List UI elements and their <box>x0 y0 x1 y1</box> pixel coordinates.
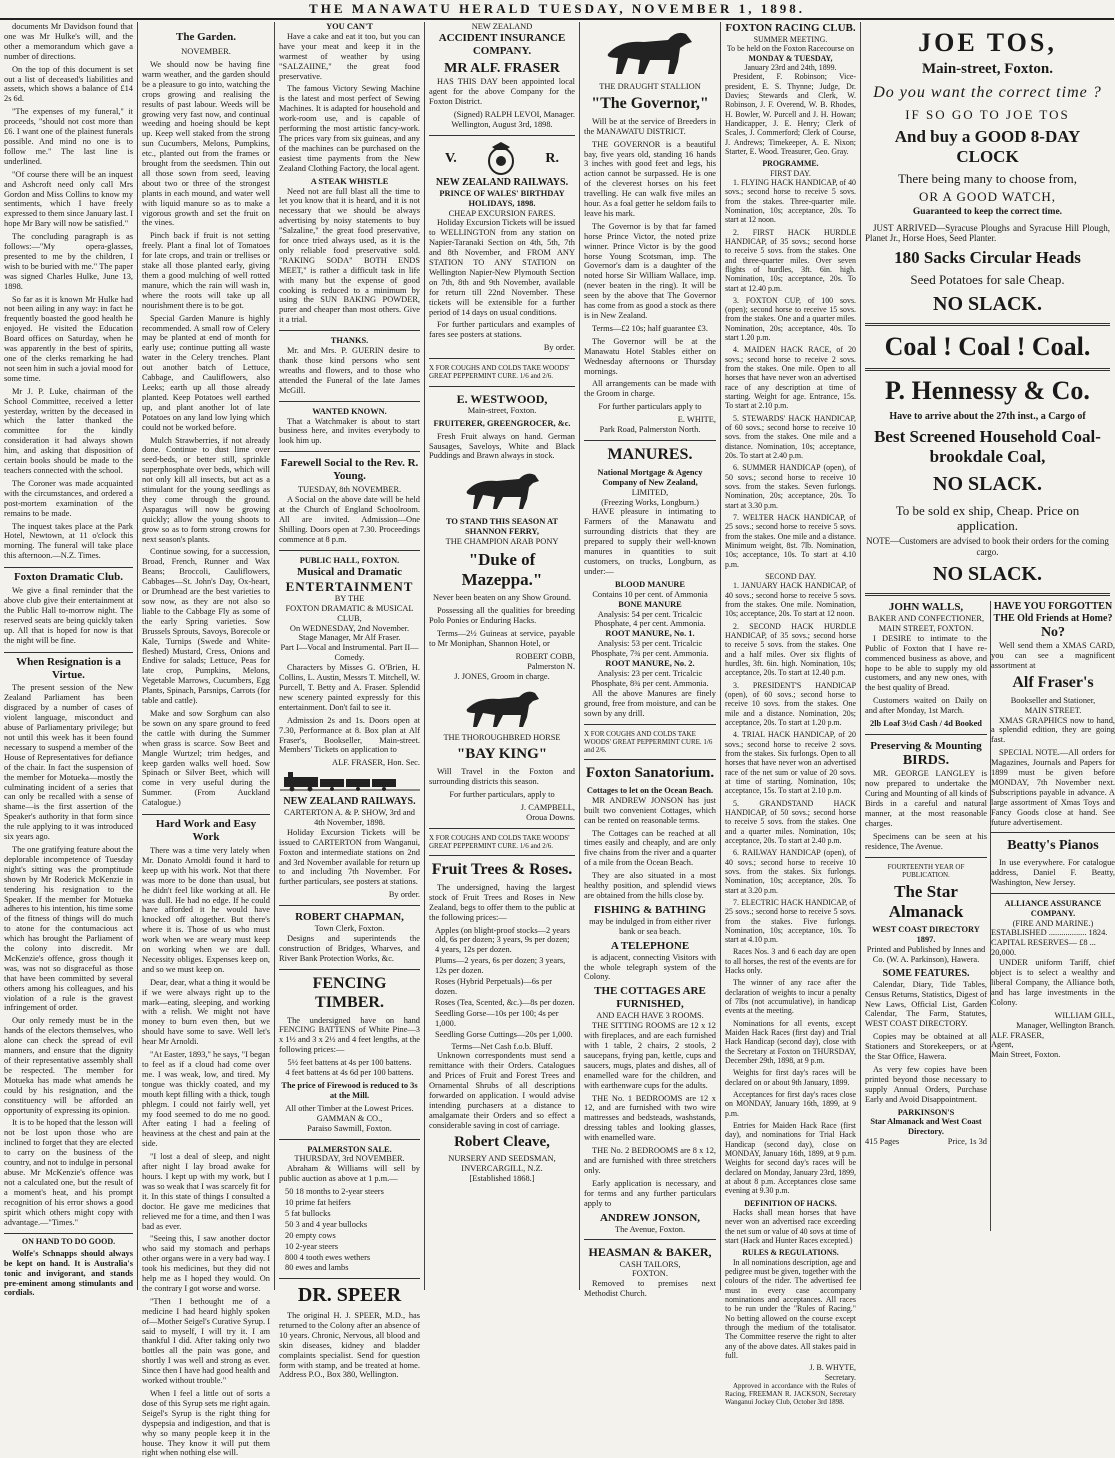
farewell-heading: Farewell Social to the Rev. R. Young. <box>280 457 419 483</box>
list-item: 5 fat bullocks <box>285 1208 331 1218</box>
definition-body: Hacks shall mean horses that have never won an advertised race exceeding the net sum or value of 40 sovs at time of start (Hack and Hunter Races excepted.) <box>725 1208 856 1245</box>
joe-tos-address: Main-street, Foxton. <box>922 60 1053 77</box>
public-hall: PUBLIC HALL, FOXTON. <box>299 555 400 565</box>
root-manure-2: ROOT MANURE, No. 2. <box>605 659 695 669</box>
subcolumn-right <box>991 601 1115 1231</box>
thanks-body: Mr. and Mrs. P. GUERIN desire to thank those kind persons who sent wreaths and flowers, and to those who attended the Funeral of the late James McGill. <box>279 346 420 395</box>
alliance-heading: ALLIANCE ASSURANCE COMPANY. <box>1004 898 1102 918</box>
fruit-heading: Fruit Trees & Roses. <box>431 861 573 879</box>
fraser-notice: SPECIAL NOTE.—All orders for Magazines, Journals and Papers for 1899 must be given before MONDAY, 7th November next. Subscriptions payable in advance. A large assortment of Xmas Toys and Fancy Goods close at hand. See future advertisement. <box>991 748 1115 827</box>
cleave-loc: INVERCARGILL, N.Z. <box>461 1164 543 1174</box>
mazeppa-title: "Duke of Mazeppa." <box>461 550 543 590</box>
chapman-heading: ROBERT CHAPMAN, <box>295 911 404 924</box>
sanatorium-sub: Cottages to let on the Ocean Beach. <box>586 785 714 795</box>
fruit-body-2: Unknown correspondents must send a remittance with their Orders. Catalogues and Prices of Fruit and Forest Trees and Ornamental Shrubs of all descriptions forwarded on application. I would advise intending purchasers at a distance to amalgamate their Orders and so effect a considerable saving in cost of carriage. <box>429 1051 575 1130</box>
joe-tos-guarantee: Guaranteed to keep the correct time. <box>912 207 1063 218</box>
article-paragraph: The concluding paragraph is as follows:—"My opera-glasses, presented to me by the children, I wish to be buried with me." The paper was signed Charles Hulke, June 13, 1898. <box>4 232 133 291</box>
public-by: BY THE <box>334 593 365 603</box>
walls-heading: JOHN WALLS, <box>888 601 964 613</box>
hard-work-paragraph: When I feel a little out of sorts a dose of this Syrup sets me right again. Seigel's Syrup is the right thing for dyspepsia and indigestion, and that is why so many people keep it in the house. They know it will put them right when nothing else will. <box>142 1389 270 1458</box>
you-cant-body: Have a cake and eat it too, but you can have your meat and keep it in the warmest of weather by using "SALZAIINE," the great food preservative. <box>279 31 420 81</box>
gov-desc: THE GOVERNOR is a beautiful bay, five years old, standing 16 hands 3 inches with good feet and legs, his action cannot be surpassed. He is one of the cleverest horses on his feet travelling. He can walk five miles an hour. As a foal getter he seldom fails to leave his mark. <box>584 139 716 218</box>
list-item: Roses (Hybrid Perpetuals)—6s per dozen. <box>435 977 552 996</box>
alliance-sub: (FIRE AND MARINE.) <box>1012 918 1094 928</box>
joe-tos-watch: OR A GOOD WATCH, <box>918 188 1057 204</box>
column-6 <box>720 22 860 1407</box>
star-year: FOURTEENTH YEAR OF PUBLICATION. <box>887 862 965 879</box>
telephone-heading: A TELEPHONE <box>610 939 690 952</box>
blood-manure-analysis: Contains 10 per cent. of Ammonia <box>592 589 708 599</box>
racing-body: Races Nos. 3 and 6 each day are open to all horses, the rest of the events are for Hacks only. <box>725 947 856 976</box>
draught-horse-icon <box>600 26 700 78</box>
jonson-sign: ANDREW JONSON, <box>599 1211 701 1224</box>
manures-co-2: LIMITED, <box>631 487 669 497</box>
farewell-body: A Social on the above date will be held at the Church of England Schoolroom. All are invited. Admission—One Shilling. Doors open at 7.30. Proceedings commence at 8 p.m. <box>279 495 420 544</box>
star-printed: Printed and Published by Innes and Co. (W. A. Parkinson), Hawera. <box>866 945 986 964</box>
racing-body: The winner of any race after the declaration of weights to incur a penalty of 7lbs (not accumulative), in handicap events at the meeting. <box>725 978 856 1016</box>
public-admission: Admission 2s and 1s. Doors open at 7.30, Performance at 8. Box plan at Alf Fraser's, Bookseller, Main-street. Members' Tickets on application to <box>279 715 420 755</box>
race-event: 5. GRANDSTAND HACK HANDICAP, of 50 sovs.; second horse to receive 5 sovs. from the stakes. One and a quarter miles. Nomination, 10s; acceptance, 20s. To start at 2.40 p.m. <box>725 798 856 845</box>
rules-heading: RULES & REGULATIONS. <box>742 1248 839 1258</box>
no-slack: NO SLACK. <box>933 472 1042 495</box>
fishing-bathing-body: may be indulged in from either river bank or sea beach. <box>589 916 711 936</box>
garden-paragraph: Make and sow Sorghum can also be sown on any spare ground to feed the cattle with during the Summer when grass is scarce. Sow Beet and Mangle Wurtzel; trim hedges, and keep garden walks well hoed. Sow Spinach or Silver Beet, which will come in very useful during the Summer. (From Auckland Catalogue.) <box>142 708 270 808</box>
coal-heading: Coal ! Coal ! Coal. <box>884 331 1091 361</box>
accident-l1: NEW ZEALAND <box>471 22 533 31</box>
alliance-agent-3: Main Street, Foxton. <box>991 1050 1061 1060</box>
star-features-body: Calendar, Diary, Tide Tables, Census Returns, Statistics, Digest of New Laws, Official List, Garden Calendar, The Farm, Statutes, WEST COAST DIRECTORY. <box>865 979 987 1029</box>
garden-month: NOVEMBER. <box>181 45 231 56</box>
fraser-body-2: XMAS GRAPHICS now to hand, a splendid edition, they are going fast. <box>991 715 1115 745</box>
fraser-body: Well send them a XMAS CARD, you can see a magnificent assortment at <box>991 641 1115 670</box>
accident-agent: MR ALF. FRASER <box>444 60 560 76</box>
list-item: 10 2-year steers <box>285 1241 339 1251</box>
subcolumn-left <box>865 601 991 1231</box>
sanatorium-body-6: THE No. 2 BEDROOMS are 8 x 12, and are furnished with three stretchers only. <box>584 1146 716 1175</box>
fencing-sign-2: Paraiso Sawmill, Foxton. <box>307 1123 392 1133</box>
dramatic-club-body: We give a final reminder that the above club give their entertainment at the Public Hall to-morrow night. The reserved seats are being quickly taken up. All that is hoped for now is that the night will be fine. <box>4 586 133 645</box>
woods-ad: X FOR COUGHS AND COLDS TAKE WOODS' GREAT PEPPERMINT CURE. 1/6 and 2/6. <box>584 729 713 754</box>
race-event: 5. STEWARDS' HACK HANDICAP, of 60 sovs.; second horse to receive 10 sovs. from the stakes. One mile and a distance. Nomination, 10s; acceptance, 20s. To start at 2.40 p.m. <box>725 413 856 461</box>
horse-icon <box>457 465 547 513</box>
article-paragraph: On the top of this document is set out a list of deceased's liabilities and assets, which shows a balance of £14 2s 6d. <box>4 64 133 104</box>
woods-ad: X FOR COUGHS AND COLDS TAKE WOODS' GREAT PEPPERMINT CURE. 1/6 and 2/6. <box>429 833 570 850</box>
bayking-more: For further particulars, apply to <box>449 789 555 799</box>
alliance-agent: ALF. FRASER, <box>991 1030 1045 1040</box>
definition-heading: DEFINITION OF HACKS. <box>744 1198 837 1208</box>
alliance-agent-2: Agent, <box>991 1040 1014 1050</box>
bone-manure-analysis: Analysis: 54 per cent. Tricalcic Phosphate, 4 per cent. Ammonia. <box>594 609 706 629</box>
alliance-est: ESTABLISHED .................. 1824. <box>991 928 1108 938</box>
nzrail-more: For further particulars and examples of fares see posters at stations. <box>429 320 575 340</box>
gov-desc-2: The Governor is by that far famed horse Prince Victor, the noted prize winner. Prince Victor is by the good horse Young Scotsman, imp. The Governor's dam is a daughter of the noted horse Sir William Wallace, imp. (never beaten in the ring). It will be seen by the above that The Governor has come from as good a stock as there is in New Zealand. <box>584 221 716 320</box>
westwood-trade: FRUITERER, GREENGROCER, &c. <box>433 418 571 428</box>
langley-birds: BIRDS. <box>902 752 950 768</box>
walls-loaf: 2lb Loaf 3½d Cash / 4d Booked <box>870 719 982 729</box>
race-event: 4. MAIDEN HACK RACE, of 20 sovs.; second horse to receive 2 sovs. from the stakes. One mile. Open to all horses that have never won an advertised race of any description at time of starting. Weight for age. Entrance, 15s. To start at 2.10 p.m. <box>725 345 856 411</box>
garden-paragraph: Pinch back if fruit is not setting freely. Plant a final lot of Tomatoes for late crops, and train or trellises or stake all those planted early, giving them a good mulching of well rotted manure, which the rain will wash in, where the roots will take up all nourishment there is to be got. <box>142 231 270 310</box>
alliance-sign: WILLIAM GILL, <box>1054 1010 1115 1020</box>
root-manure-1-analysis: Analysis: 53 per cent. Tricalcic Phosphate, 7¾ per cent. Ammonia. <box>591 639 709 659</box>
langley-heading: Preserving & Mounting <box>870 739 982 752</box>
mazeppa-body: Never been beaten on any Show Ground. <box>433 593 571 603</box>
musical-dramatic: Musical and Dramatic <box>296 565 403 578</box>
palmerston-heading: PALMERSTON SALE. <box>307 1144 392 1154</box>
horse-icon <box>457 685 547 729</box>
cleave-sub: NURSERY AND SEEDSMAN, <box>448 1154 556 1164</box>
gov-sign: E. WHITE, <box>677 415 716 425</box>
walls-body: I DESIRE to intimate to the Public of Foxton that I have re-commenced business as above, and hope to be able to supply my old customers, and any new ones, with the best quality of Bread. <box>865 633 987 693</box>
beatty-body: In use everywhere. For catalogue address, Daniel F. Beatty, Washington, New Jersey. <box>991 858 1115 887</box>
race-event: 1. FLYING HACK HANDICAP, of 40 sovs.; second horse to receive 5 sovs. from the stakes. Three-quarter mile. Nomination, 10s; acceptance, 20s. To start at 12 noon. <box>725 177 856 225</box>
resignation-paragraph: The one gratifying feature about the deplorable incompetence of Tuesday night's sitting was the promptitude shown by Mr Roderick McKenzie in tendering his resignation to the Speaker. If the member for Motueka adheres to his intention, his time some of the fitness of things will do much to atone for the contumacious act which has brought the Parliament of the colony into discredit. Mr McKenzie's offence, gross though it was, was not so disgraceful as those that have been committed by several others among his colleagues, and his violation of a rule is the gravest infringement of order. <box>4 844 133 1013</box>
gov-body-2: The Governor will be at the Manawatu Hotel Stables either on Wednesday afternoons or Thursday mornings. <box>584 336 716 376</box>
racing-approved: Approved in accordance with the Rules of Racing, FREEMAN R. JACKSON, Secretary Wanganui Jockey Club, October 3rd 1898. <box>725 1381 856 1407</box>
list-item: Seedling Gorse—10s per 100; 4s per 1,000. <box>435 1008 559 1028</box>
bayking-title: "BAY KING" <box>456 746 548 763</box>
mazeppa-groom: J. JONES, Groom in charge. <box>454 671 550 681</box>
racing-sign-2: Secretary. <box>824 1372 856 1382</box>
chapman-sub: Town Clerk, Foxton. <box>314 924 385 934</box>
list-item: Roses (Tea, Scented, &c.)—8s per dozen. <box>435 997 575 1007</box>
star-title: The Star Almanack <box>888 882 964 922</box>
race-event: 1. JANUARY HACK HANDICAP, of 40 sovs.; second horse to receive 5 sovs. from the stakes. One mile. Nomination, 10s; acceptance, 20s. To start at 12 noon. <box>725 581 856 619</box>
royal-crest-icon <box>480 141 522 177</box>
langley-body-2: Specimens can be seen at his residence, The Avenue. <box>865 831 987 851</box>
bayking-sign: J. CAMPBELL, <box>520 802 575 812</box>
wanted-heading: WANTED KNOWN. <box>312 406 387 416</box>
westwood-heading: E. WESTWOOD, <box>456 391 548 406</box>
gov-title: "The Governor," <box>591 94 709 112</box>
resignation-heading: When Resignation is a Virtue. <box>4 652 133 682</box>
list-item: 50 18 months to 2-year steers <box>285 1187 384 1197</box>
racing-sub: SUMMER MEETING. <box>753 34 828 44</box>
you-cant-body: The famous Victory Sewing Machine is the latest and most perfect of Sewing Machines. It is adapted for household and work-room use, and is capable of performing the most artistic fancy-work. The prices vary from six guineas, and any of the machines can be purchased on the easiest time payments from the New Zealand Clothing Factory, the local agent. <box>279 84 420 173</box>
article-paragraph: "Of course there will be an inquest and Ashcroft need only call Mrs Gordon and Miss Collins to know my sentiments, which I have freely expressed to them since January last. I hope Mr Bary will now be satisfied." <box>4 169 133 229</box>
woods-ad: X FOR COUGHS AND COLDS TAKE WOODS' GREAT PEPPERMINT CURE. 1/6 and 2/6. <box>429 364 570 381</box>
list-item: 800 4 tooth ewes wethers <box>285 1252 371 1262</box>
public-body: Characters by Misses G. O'Brien, H. Collins, L. Austin, Messrs T. Mitchell, W. Purcell, T. Betty and A. Fraser. Splendid new scenery painted expressly for this entertainment. Don't fail to see it. <box>279 663 420 712</box>
mazeppa-body-2: Possessing all the qualities for breeding Polo Ponies or Enduring Hacks. <box>429 606 575 625</box>
mazeppa-intro: TO STAND THIS SEASON AT SHANNON FERRY, <box>445 517 559 537</box>
star-footer <box>865 1137 987 1147</box>
hard-work-paragraph: There was a time very lately when Mr. Donato Arnoldi found it hard to keep up with his work. Not that there was more to be done than usual, but he didn't feel like working at all. He was dull. He had no edge. If he could have afforded it he would have knocked off altogether. But there's where it is. Those of us who must work when we are weary must keep on working when we are dull. Necessity obliges. Expenses keep on, and so we must keep on. <box>142 845 270 974</box>
chapman-body: Designs and superintends the construction of Bridges, Wharves, and River Bank Protection Works, &c. <box>279 934 420 963</box>
star-sub: WEST COAST DIRECTORY 1897. <box>872 925 980 945</box>
list-item: 80 ewes and lambs <box>285 1263 349 1273</box>
manures-co: National Mortgage & Agency Company of New Zealand, <box>597 467 703 487</box>
sanatorium-body: MR ANDREW JONSON has just built two convenient Cottages, which can be rented on reasonable terms. <box>584 795 716 825</box>
race-event: 4. TRIAL HACK HANDICAP, of 20 sovs.; second horse to receive 2 sovs. from the stakes. Six furlongs. Open to all horses that have never won an advertised race of the net sum or value of 20 sovs. at time of starting. Nomination, 10s; acceptance, 15s. To start at 2.10 p.m. <box>725 730 856 796</box>
racing-body: Acceptances for first day's races close on MONDAY, January 16th, 1899, at 9 p.m. <box>725 1090 856 1118</box>
public-parts: Part I—Vocal and Instrumental. Part II—Comedy. <box>280 643 419 663</box>
hard-work-paragraph: "At Easter, 1893," he says, "I began to feel as if a cloud had come over me. I was weak, low, and tired. My tongue was thickly coated, and my mouth kept filling with a thick, tough phlegm. I could not fairly well, yet my food seemed to do me no good. After eating I had a feeling of heaviness at the chest and pain at the side. <box>142 1050 270 1149</box>
rules-body: In all nominations description, age and pedigree must be given, together with the colours of the rider. The advertised fee must in every case accompany nominations and acceptances. All races to be run under the "Rules of Racing." No betting allowed on the course except through the medium of the totalisator. The Committee reserve the right to alter any of the above dates. All stakes paid in full. <box>725 1257 856 1360</box>
resignation-paragraph: Our only remedy must be in the hands of the electors themselves, who alone can check the spread of evil manners, and ensure that the dignity of their representative assembly shall be respected. The member for Motueka has made what amends he could by his resignation, and the constituency will be afforded an opportunity of expressing its opinion. <box>4 1016 133 1115</box>
jonson-sign-2: The Avenue, Foxton. <box>614 1224 686 1234</box>
star-parkinson-2: Star Almanack and West Coast Directory. <box>870 1117 982 1137</box>
article-paragraph: documents Mr Davidson found that one was Mr Hulke's will, and the other a memorandum which gave a number of directions. <box>4 22 133 61</box>
dramatic-club-heading: Foxton Dramatic Club. <box>4 567 133 584</box>
joe-tos-seed: Seed Potatoes for sale Cheap. <box>910 271 1065 287</box>
column-5 <box>579 22 720 1299</box>
masthead: THE MANAWATU HERALD TUESDAY, NOVEMBER 1, 1898. <box>0 0 1114 20</box>
race-event: 7. WELTER HACK HANDICAP, of 25 sovs.; second horse to receive 5 sovs. from the stakes. One mile and a distance. Minimum weight, 8st. 7lb. Nomination, 10s; acceptance, 10s. To start at 4.10 p.m. <box>725 513 856 569</box>
coal-best: Best Screened Household Coal-brookdale Coal, <box>874 426 1101 466</box>
accident-l2: ACCIDENT INSURANCE COMPANY. <box>438 31 566 57</box>
heasman-heading: HEASMAN & BAKER, <box>588 1245 712 1260</box>
racing-officials: President, F. Robinson; Vice-president, E. S. Thynne; Judge, Dr. Davies; Stewards and Clerk, W. Robinson, J. F. Overend, W. B. Rhodes, H. Bowler, W. Purcell and J. H. Howan; Handicapper, J. E. Henry; Clerk of Scales, J. Commerford; Clerk of Course, J. Andrews; Timekeeper, A. E. Nixon; Starter, E. Wood. Treasurer, Geo. Gray. <box>725 72 856 156</box>
you-cant-heading: YOU CAN'T <box>326 22 373 31</box>
walls-body-2: Customers waited on Daily on and after Monday, 1st March. <box>865 696 987 716</box>
article-paragraph: So far as it is known Mr Hulke had not been ailing in any way: in fact he frequently boasted the good health he enjoyed. He visited the Education Board offices on Saturday, when he was apparently in the best of spirits, one of the clerks remarking he had not seen him in such a jovial mood for some time. <box>4 294 133 383</box>
joe-tos-sacks: 180 Sacks Circular Heads <box>894 247 1081 267</box>
joe-tos-choose: There being many to choose from, <box>897 170 1078 186</box>
sanatorium-body-3: They are also situated in a most healthy position, and splendid views are obtained from the hills close by. <box>584 871 716 900</box>
alliance-cap: CAPITAL RESERVES— £8 ... 20,000. <box>991 938 1096 958</box>
palmerston-date: THURSDAY, 3rd NOVEMBER. <box>294 1154 405 1164</box>
race-event: 7. ELECTRIC HACK HANDICAP, of 25 sovs.; second horse to receive 5 sovs. from the stakes. Five furlongs. Nomination, 10s; acceptance, 10s. To start at 4.10 p.m. <box>725 897 856 945</box>
hard-work-paragraph: "Seeing this, I saw another doctor who said my stomach and perhaps other organs were in a very bad way. I took his medicines, but they did not help me as I hoped they would. On the contrary I got worse and worse. <box>142 1234 270 1293</box>
resignation-paragraph: The present session of the New Zealand Parliament has been disgraced by a number of cases of violent language, misconduct and abuse of Parliamentary privilege; but not until this week has it been found necessary to suspend a member of the House of Representatives for defiance of the chair. In fact the suspension of the member for Motueka—mostly the culminating incident of a series that can only be recalled with a sense of shame—is the first assertion of the Speaker's authority in that form since the rule applying to it was introduced six years ago. <box>4 683 133 842</box>
racing-body: Entries for Maiden Hack Race (first day), and nominations for Trial Hack Handicap (second day), close on MONDAY, January 16th, 1899, at 9 p.m. Weights for second day's races will be declared on Monday, January 23rd, 1899, at about 8 p.m. Acceptances close same evening at 9.30 p.m. <box>725 1121 856 1196</box>
rail-order: By order. <box>388 890 420 900</box>
gov-more: For further particulars apply to <box>598 402 702 412</box>
root-manure-2-analysis: Analysis: 23 per cent. Tricalcic Phosphate, 8¾ per cent. Ammonia. <box>591 668 709 688</box>
garden-paragraph: Special Garden Manure is highly recommended. A small row of Celery may be planted at end of month for early use; continue putting all waste water in the Celery trenches. Plant out another batch of Lettuce, Cabbage, and Cauliflowers, also Leeks; earth up all those already planted. Keep Potatoes well earthed up, and plant another lot of late Potatoes on any land low lying which could not be worked before. <box>142 313 270 432</box>
joe-tos-clock: And buy a GOOD 8-DAY CLOCK <box>894 126 1081 166</box>
entertainment-title: ENTERTAINMENT <box>285 578 414 594</box>
fruit-body: The undersigned, having the largest stock of Fruit Trees and Roses in New Zealand, begs to offer them to the public at the following prices:— <box>429 882 575 922</box>
sanatorium-heading: Foxton Sanatorium. <box>585 765 715 782</box>
accident-sign: (Signed) RALPH LEVOI, Manager. <box>453 110 575 120</box>
star-body-2: As very few copies have been printed beyond those necessary to supply Annual Orders, Purchase Early and Avoid Disappointment. <box>865 1064 987 1104</box>
coal-sold: To be sold ex ship, Cheap. Price on application. <box>895 502 1080 533</box>
race-event: 2. SECOND HACK HURDLE HANDICAP, of 35 sovs.; second horse to receive 5 sovs. from the stakes. One and a half miles. Over six flights of hurdles, 3ft. 6in. high. Nomination, 10s; acceptance, 20s. To start at 12.40 p.m. <box>725 621 856 678</box>
sanatorium-body-4: THE SITTING ROOMS are 12 x 12 with fireplaces, and are each furnished with 1 table, 2 chairs, 2 stools, 2 saucepans, frying pan, kettle, cups and saucers, mugs, plates and dishes, all of enamelled ware for the children, and with earthenware cups for the adults. <box>584 1021 716 1090</box>
hard-work-heading: Hard Work and Easy Work <box>142 814 270 844</box>
firewood: The price of Firewood is reduced to 3s at the Mill. <box>281 1080 418 1100</box>
public-sign: ALF. FRASER, Hon. Sec. <box>332 758 420 768</box>
sanatorium-body-5: THE No. 1 BEDROOMS are 12 x 12, and are furnished with two wire mattresses and bedsteads, washstands, dressing tables and looking glasses, with enamelled ware. <box>584 1093 716 1143</box>
racing-body: Weights for first day's races will be declared on or about 9th January, 1899. <box>725 1068 856 1087</box>
fruit-list <box>429 926 575 1040</box>
coal-arrive: Have to arrive about the 27th inst., a Cargo of <box>889 411 1086 423</box>
subcolumns <box>865 601 1115 1231</box>
accident-body: HAS THIS DAY been appointed local agent for the above Company for the Foxton District. <box>429 77 575 107</box>
column-7 <box>860 22 1114 1290</box>
steak-whistle-heading: A STEAK WHISTLE <box>310 176 389 186</box>
train-icon <box>280 771 420 793</box>
list-item: Apples (on blight-proof stocks—2 years old, 6s per dozen; 3 years, 9s per dozen; 4 years, 12s per dozen. <box>435 925 570 955</box>
steak-whistle-body: Need not are full blast all the time to let you know that it is heard, and it is not necessary that we should be always advertising by noisy statements to buy "Salzaline," the great food preservative, for once tried always used, as it is the only reliable food preservative sold. "RAKING SODA" BOTH ENDS MEET," is rather a difficult task in life with many but the expense of good cooking is reduced to a minimum by using the SUN BAKING POWDER, purer and cheaper than most others. Give it a trial. <box>279 186 420 325</box>
joe-tos-go: IF SO GO TO JOE TOS <box>905 107 1070 123</box>
list-item: 50 3 and 4 year bullocks <box>285 1219 368 1229</box>
speer-body: The original H. J. SPEER, M.D., has returned to the Colony after an absence of 10 years. Chronic, Nervous, all blood and skin diseases, kidney and bladder complaints specialist. Send for question form with stamp, and be treated at home. Address P.O., Box 380, Wellington. <box>279 1310 420 1380</box>
public-club: FOXTON DRAMATIC & MUSICAL CLUB, <box>285 603 414 623</box>
gov-terms: Terms—£2 10s; half guarantee £3. <box>592 323 708 333</box>
rail-sub: CARTERTON A. & P. SHOW, 3rd and 4th November, 1898. <box>284 808 415 827</box>
walls-sub: BAKER AND CONFECTIONER, <box>867 613 985 623</box>
race-event: 6. SUMMER HANDICAP (open), of 50 sovs.; second horse to receive 10 sovs. from the stakes. Seven furlongs. Nomination, 20s; acceptance, 20s. To start at 3.30 p.m. <box>725 463 856 510</box>
sanatorium-body-2: The Cottages can be reached at all times easily and cheaply, and are only five chains from the river and a quarter of a mile from the Ocean Beach. <box>584 828 716 868</box>
farewell-date: TUESDAY, 8th NOVEMBER. <box>297 485 402 495</box>
fencing-heading: FENCING TIMBER. <box>312 974 387 1011</box>
gov-body: Will be at the service of Breeders in the MANAWATU DISTRICT. <box>584 116 716 136</box>
garden-paragraph: Continue sowing, for a succession, Broad, French, Runner and Wax Beans; Broccoli, Cauliflowers, Cabbages—St. John's Day, Ox-heart, or Drumhead are the best varieties to sow now, as they are not also so liable to the Cabbage Fly as some of the early Spring varieties. Sow Brussels Sprouts, Savoys, Borecole or Kale, Turnips (Swede and White-fleshed) Mustard, Cress, Onions and Endive for salads; Lettuce, Peas for late crop, Pumpkins, Melons, Vegetable Marrows, Cucumbers, Egg Plants, Spinach, Parsnips, Carrots (for table and cattle). <box>142 547 270 706</box>
schnapps-ad: Wolfe's Schnapps should always be kept on hand. It is Australia's tonic and invigorant, and stands pre-eminent among stimulants and cordials. <box>4 1248 133 1298</box>
programme-heading: PROGRAMME. <box>762 159 819 169</box>
alliance-body: UNDER uniform Tariff, chief object is to select a wealthy and liberal Company, the Alliance both, and has large investments in the Colony. <box>991 958 1115 1007</box>
gov-intro: THE DRAUGHT STALLION <box>599 82 701 91</box>
article-paragraph: Mr J. P. Luke, chairman of the School Committee, received a letter yesterday, written by the deceased in which the latter thanked the committee for the kindly consideration it had always shown him, and asking that disposition of certain books should be made to the teachers connected with the school. <box>4 386 133 475</box>
column-4 <box>424 22 579 1290</box>
column-1 <box>0 22 137 1298</box>
race-event: 2. FIRST HACK HURDLE HANDICAP, of 35 sovs.; second horse to receive 5 sovs. from the stakes. One and three-quarter miles. Over seven flights of hurdles, 3ft. 6in. high. Nomination, 10s; acceptance, 20s. To start at 12.40 p.m. <box>725 227 856 293</box>
fruit-terms: Terms—Net Cash f.o.b. Bluff. <box>451 1041 553 1051</box>
racing-intro: To be held on the Foxton Racecourse on <box>726 44 855 54</box>
fraser-loc: MAIN STREET. <box>1024 705 1082 715</box>
public-date: On WEDNESDAY, 2nd November. <box>289 623 410 633</box>
fraser-sub: Bookseller and Stationer, <box>1010 695 1096 705</box>
hard-work-paragraph: Dear, dear, what a thing it would be if we were always right up to the mark—eating, sleeping, and working with a relish. We might not have money to burn even then, but we should have some to save. Well let's hear Mr Arnoldi. <box>142 977 270 1047</box>
racing-days: MONDAY & TUESDAY, <box>748 53 833 63</box>
rail-heading: NEW ZEALAND RAILWAYS. <box>283 796 416 808</box>
resignation-paragraph: It is to be hoped that the lesson will not be lost upon those who are inclined to forget that they are elected to carry on the business of the country, and not to indulge in personal abuse. Mr McKenzie's offence was not a calculated one, but the result of a moment's heat, and his prompt recognition of his error shows a good spirit which others might copy with advantage.—"Times." <box>4 1118 134 1227</box>
article-paragraph: "The expenses of my funeral," it proceeds, "should not cost more than £6. I want one of the plainest funerals possible. And mind no one is to follow me." The last line is underlined. <box>4 107 133 166</box>
fencing-price-1: 5½ feet battens at 4s per 100 battens. <box>287 1058 412 1068</box>
manures-heading: MANURES. <box>607 445 693 463</box>
mazeppa-terms: Terms—2½ Guineas at service, payable to Mr Moniphan, Shannon Hotel, or <box>429 628 575 648</box>
wanted-body: That a Watchmaker is about to start business here, and invites everybody to look him up. <box>279 416 420 446</box>
racing-heading: FOXTON RACING CLUB. <box>725 22 856 34</box>
joe-tos-title: JOE TOS, <box>918 28 1057 57</box>
fencing-body: The undersigned have on hand FENCING BATTENS of White Pine—3 x 1½ and 3 x 2½ and 4 feet lengths, at the following prices:— <box>279 1015 420 1055</box>
star-features: SOME FEATURES. <box>882 967 970 979</box>
palmerston-list <box>279 1187 420 1273</box>
column-3 <box>274 22 424 1380</box>
star-price: Price, 1s 3d <box>947 1137 987 1147</box>
root-manure-1: ROOT MANURE, No. 1. <box>605 629 695 639</box>
walls-loc: MAIN STREET, FOXTON. <box>878 623 974 633</box>
nzrail-order: By order. <box>543 343 575 353</box>
racing-date: January 23rd and 24th, 1899. <box>744 62 837 72</box>
rail-body: Holiday Excursion Tickets will be issued to CARTERTON from Wanganui, Foxton and intermediate stations on 2nd and 3rd November available for return up to and including 7th November. For further particulars, see posters at stations. <box>279 827 420 887</box>
cottages-furnished: THE COTTAGES ARE FURNISHED, <box>594 985 706 1011</box>
alliance-sign-2: Manager, Wellington Branch. <box>1016 1020 1115 1030</box>
no-slack: NO SLACK. <box>933 293 1042 316</box>
bayking-sign-2: Oroua Downs. <box>526 812 575 822</box>
vr-crest: V. R. <box>429 141 575 177</box>
heasman-body: Removed to premises next Methodist Church. <box>584 1279 716 1299</box>
public-manager: Stage Manager, Mr Alf Fraser. <box>298 633 401 643</box>
nzrail-sub-2: CHEAP EXCURSION FARES. <box>448 208 556 218</box>
joe-tos-question: Do you want the correct time ? <box>873 84 1102 102</box>
fencing-price-2: 4 feet battens at 4s 6d per 100 battens. <box>285 1068 414 1078</box>
hard-work-paragraph: "I lost a deal of sleep, and night after night I lay broad awake for hours. I kept up with my work, but I was so weak that I was scarcely fit for it. In this state of things I consulted a doctor. He gave me medicines that relieved me for a time, and then I was bad as ever. <box>142 1152 270 1231</box>
nzrail-sub: PRINCE OF WALES' BIRTHDAY HOLIDAYS, 1898. <box>439 188 565 208</box>
manures-body-2: All the above Manures are finely ground, free from moisture, and can be sown by any drill. <box>584 688 716 718</box>
mazeppa-intro-2: THE CHAMPION ARAB PONY <box>445 537 559 547</box>
bone-manure: BONE MANURE <box>618 599 682 609</box>
list-item: Seedling Gorse Cuttings—20s per 1,000. <box>435 1029 573 1039</box>
fencing-other: All other Timber at the Lowest Prices. <box>285 1103 414 1113</box>
fraser-title: Alf Fraser's <box>1012 673 1094 691</box>
bayking-intro: THE THOROUGHBRED HORSE <box>443 733 561 743</box>
beatty-title: Beatty's Pianos <box>1007 838 1099 854</box>
hennessy-heading: P. Hennessy & Co. <box>885 376 1090 406</box>
thanks-heading: THANKS. <box>330 336 369 346</box>
list-item: 10 prime fat heifers <box>285 1198 351 1208</box>
garden-paragraph: Mulch Strawberries, if not already done. Continue to dust lime over seed-beds, or better still, sprinkle superphosphate over beds, which will not only kill all insects, but act as a stimulant for the young seedlings as they come through the ground. Asparagus will now be growing quickly; allow the young shoots to grow so as to form strong crowns for next season's plants. <box>142 435 270 544</box>
blood-manure: BLOOD MANURE <box>614 579 686 589</box>
accident-date: Wellington, August 3rd, 1898. <box>451 119 553 129</box>
on-hand-heading: ON HAND TO DO GOOD. <box>4 1233 133 1246</box>
mazeppa-sign: ROBERT COBB, <box>515 651 575 661</box>
heasman-sub: CASH TAILORS, <box>619 1259 681 1269</box>
fraser-no: No? <box>1040 624 1066 640</box>
race-event: 6. RAILWAY HANDICAP (open), of 40 sovs.; second horse to receive 10 sovs. from the stakes. Six furlongs. Nomination, 10s; acceptance, 20s. To start at 3.20 p.m. <box>725 848 856 895</box>
second-day-heading: SECOND DAY. <box>765 572 816 582</box>
cleave-title: Robert Cleave, <box>454 1133 550 1150</box>
cottages-rooms: AND EACH HAVE 3 ROOMS. <box>596 1011 704 1021</box>
race-event: 3. PRESIDENT'S HANDICAP (open), of 60 sovs.; second horse to receive 10 sovs. from the stakes. One mile and a distance. Nomination, 20s; acceptance, 20s. To start at 1.20 p.m. <box>725 680 856 727</box>
list-item: Plums—2 years, 6s per dozen; 3 years, 12s per dozen. <box>435 956 566 976</box>
manures-body: HAVE pleasure in intimating to Farmers of the Manawatu and surrounding districts that they are prepared to supply their well-known manures in quantities to suit customers, on trucks, Longburn, as under:— <box>584 507 716 576</box>
article-paragraph: The Coroner was made acquainted with the circumstances, and ordered a post-mortem examination of the remains to be made. <box>4 478 133 518</box>
gov-body-3: All arrangements can be made with the Groom in charge. <box>584 379 716 399</box>
race-event: 3. FOXTON CUP, of 100 sovs. (open); second horse to receive 15 sovs. from the stakes. One and a quarter miles. Nomination, 20s; acceptance, 40s. To start 1.20 p.m. <box>725 295 856 343</box>
racing-sign: J. B. WHYTE, <box>809 1363 856 1373</box>
sanatorium-body-7: Early application is necessary, and for terms and any further particulars apply to <box>584 1178 716 1208</box>
no-slack: NO SLACK. <box>933 563 1042 586</box>
heasman-loc: FOXTON. <box>632 1269 668 1279</box>
mazeppa-sign-2: Palmerston N. <box>527 661 575 671</box>
telephone-body: is adjacent, connecting Visitors with the whole telegraph system of the Colony. <box>584 952 716 982</box>
bayking-body: Will Travel in the Foxton and surrounding districts this season. <box>429 767 575 786</box>
coal-note: NOTE—Customers are advised to book their orders for the coming cargo. <box>866 536 1109 557</box>
star-parkinson: PARKINSON'S <box>897 1107 955 1117</box>
article-paragraph: The inquest takes place at the Park Hotel, Newtown, at 11 o'clock this morning. The funeral will take place this afternoon.—N.Z. Times. <box>4 521 133 561</box>
palmerston-body: Abraham & Williams will sell by public auction as above at 1 p.m.— <box>279 1164 420 1184</box>
nzrail-body: Holiday Excursion Tickets will be issued to WELLINGTON from any station on Napier-Taranaki Section on 4th, 5th, 7th and 8th November, and FROM ANY STATION TO ANY STATION on Wellington Napier-New Plymouth Section on 7th, 8th and 9th November, available for return till 22nd November. These tickets will be extensible for a further period of 14 days on usual conditions. <box>429 218 575 317</box>
garden-paragraph: We should now be having fine warm weather, and the garden should be a pleasure to go into, watching the crops growing and realising the results of past labour. Weeds will be growing very fast now, and continual weeding and hoeing should be kept up. Keep well staked from the strong sun Cucumbers, Melons, Pumpkins, etc., planted out from the frames or brought from the seedsmen. Thin out all those sown from seed, leaving about two or three of the strongest plants in each mound, and water well with liquid manure so as to make a vigorous growth and set the fruit on the vines. <box>142 59 270 228</box>
manures-co-3: (Freezing Works, Longburn.) <box>601 497 699 507</box>
fraser-question: HAVE YOU FORGOTTEN THE Old Friends at Home? <box>993 601 1113 624</box>
nzrail-heading: NEW ZEALAND RAILWAYS. <box>435 176 569 188</box>
joe-tos-arrived: JUST ARRIVED—Syracuse Ploughs and Syracuse Hill Plough, Planet Jr., Horse Hoes, Seed Planter. <box>865 222 1110 244</box>
hard-work-paragraph: "Then I bethought me of a medicine I had heard highly spoken of—Mother Seigel's Curative Syrup. I said to myself, I will try it. I am thankful I did. After taking only two bottles all the pain was gone, and shortly I was well and strong as ever. Since then I have had good health and worked without trouble." <box>142 1296 270 1386</box>
list-item: 20 empty cows <box>285 1230 336 1240</box>
racing-body: Nominations for all events, except Maiden Hack Races (first day) and Trial Hack Handicap (second day), close with the Secretary at Foxton on THURSDAY, December 29th, 1898, at 9 p.m. <box>725 1018 856 1066</box>
star-pages: 415 Pages <box>865 1137 900 1147</box>
column-2 <box>137 22 274 1458</box>
star-body: Copies may be obtained at all Stationers and Storekeepers, or at the Star Office, Hawera. <box>865 1032 987 1062</box>
first-day-heading: FIRST DAY. <box>770 168 811 178</box>
fishing-bathing: FISHING & BATHING <box>593 903 707 916</box>
garden-heading: The Garden. <box>176 31 236 43</box>
speer-heading: DR. SPEER <box>297 1284 402 1307</box>
gov-sign-2: Park Road, Palmerston North. <box>599 425 701 435</box>
fencing-sign: GAMMAN & CO., <box>316 1113 383 1123</box>
cleave-est: [Established 1868.] <box>469 1174 535 1184</box>
westwood-body: Fresh Fruit always on hand. German Sausages, Saveloys, White and Black Puddings and Brawn always in stock. <box>429 431 575 461</box>
langley-body: MR. GEORGE LANGLEY is now prepared to undertake the Curing and Mounting of all kinds of Birds in a careful and natural manner, at the most reasonable charges. <box>865 769 987 828</box>
westwood-sub: Main-street, Foxton. <box>467 405 537 415</box>
